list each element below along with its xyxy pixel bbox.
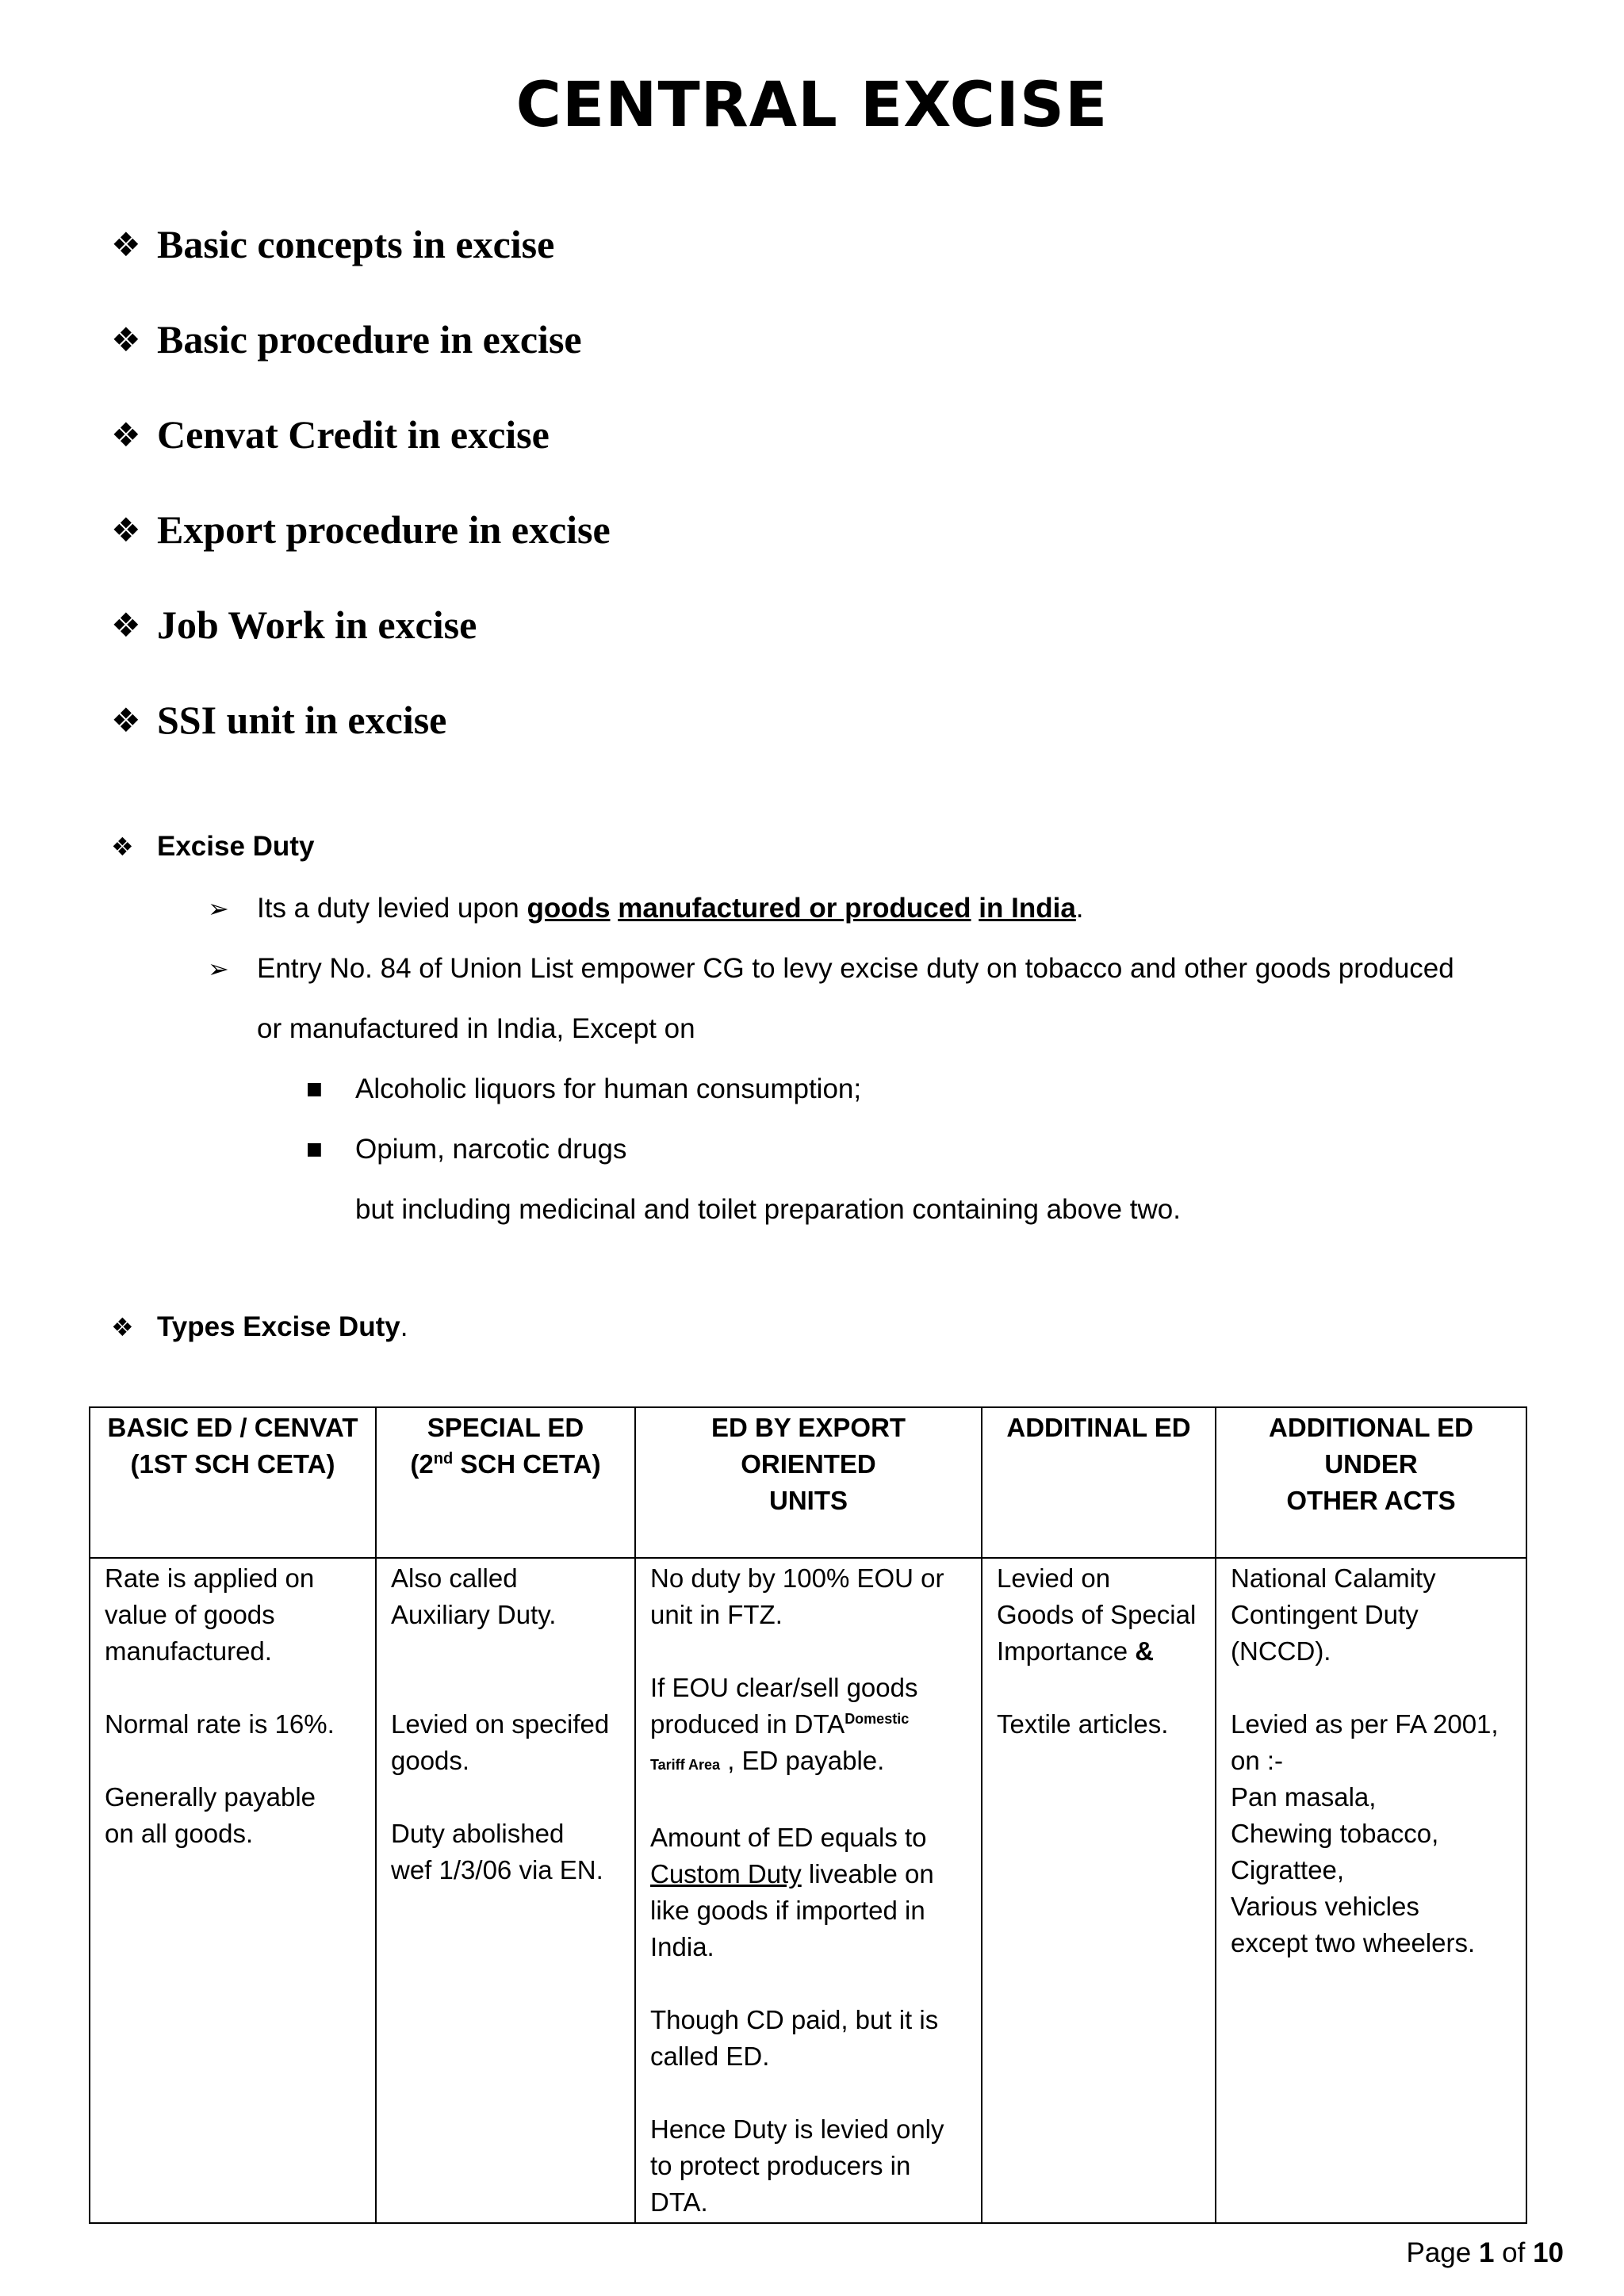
topic-item bbox=[111, 292, 611, 387]
excise-point-1 bbox=[208, 891, 1084, 926]
page-title: CENTRAL EXCISE bbox=[515, 70, 1109, 141]
exception-text: Alcoholic liquors for human consumption; bbox=[355, 1073, 862, 1104]
topic-label: Job Work in excise bbox=[157, 603, 477, 647]
exception-note: but including medicinal and toilet preparation containing above two. bbox=[355, 1194, 1181, 1225]
point2-line2: or manufactured in India, Except on bbox=[257, 1013, 695, 1044]
table-header-row bbox=[90, 1407, 1526, 1558]
types-heading-text: Types Excise Duty bbox=[157, 1311, 400, 1342]
topic-item bbox=[111, 482, 611, 577]
diamond-bullet-icon: ❖ bbox=[111, 1312, 134, 1342]
topic-label: Export procedure in excise bbox=[157, 507, 611, 552]
topic-label: SSI unit in excise bbox=[157, 698, 447, 742]
cell-eou-ed: No duty by 100% EOU or unit in FTZ. If EOU clear/sell goods produced in $DTA^{Domestic}$ Tariff Area , ED payable. Amount of ED equals to Custom Duty liveable on like goods if imported in India. Though CD paid, but it is called ED. Hence Duty is levied only to protect producers in DTA. bbox=[635, 1558, 982, 2223]
header-basic-ed: BASIC ED / CENVAT (1ST SCH CETA) bbox=[90, 1407, 376, 1558]
cell-special-ed: Also called Auxiliary Duty. Levied on specifed goods. Duty abolished wef 1/3/06 via EN. bbox=[376, 1558, 635, 2223]
diamond-bullet-icon: ❖ bbox=[111, 320, 141, 359]
topic-item bbox=[111, 387, 611, 482]
header-special-ed: SPECIAL ED (2nd SCH CETA) bbox=[376, 1407, 635, 1558]
topic-item bbox=[111, 197, 611, 292]
excise-types-table bbox=[89, 1406, 1527, 2224]
header-additional-ed: ADDITINAL ED bbox=[982, 1407, 1216, 1558]
topic-item bbox=[111, 672, 611, 767]
topic-list bbox=[111, 197, 611, 767]
point1-goods: goods bbox=[527, 893, 611, 924]
topic-item bbox=[111, 577, 611, 672]
point1-in-india: in India bbox=[979, 893, 1076, 924]
arrow-bullet-icon: ➢ bbox=[208, 894, 229, 924]
page-number: Page 1 of 10 bbox=[1406, 2237, 1564, 2268]
cell-additional-ed: Levied on Goods of Special Importance & Textile articles. bbox=[982, 1558, 1216, 2223]
point2-line1: Entry No. 84 of Union List empower CG to levy excise duty on tobacco and other goods produced bbox=[257, 953, 1454, 984]
exception-item bbox=[306, 1132, 626, 1167]
diamond-bullet-icon: ❖ bbox=[111, 700, 141, 740]
diamond-bullet-icon: ❖ bbox=[111, 605, 141, 645]
topic-label: Basic concepts in excise bbox=[157, 222, 555, 266]
table-row bbox=[90, 1558, 1526, 2223]
arrow-bullet-icon: ➢ bbox=[208, 954, 229, 984]
cell-basic-ed: Rate is applied on value of goods manufactured. Normal rate is 16%. Generally payable on all goods. bbox=[90, 1558, 376, 2223]
types-heading: ❖ Types Excise Duty . bbox=[111, 1311, 408, 1342]
cell-additional-ed-other-acts: National Calamity Contingent Duty (NCCD). Levied as per FA 2001, on :- Pan masala, Chewing tobacco, Cigrattee, Various vehicles except two wheelers. bbox=[1216, 1558, 1526, 2223]
excise-duty-heading bbox=[111, 831, 314, 863]
diamond-bullet-icon: ❖ bbox=[111, 510, 141, 549]
square-bullet-icon: ■ bbox=[306, 1139, 323, 1159]
point1-prefix: Its a duty levied upon bbox=[257, 893, 527, 924]
header-eou-ed: ED BY EXPORT ORIENTED UNITS bbox=[635, 1407, 982, 1558]
diamond-bullet-icon: ❖ bbox=[111, 832, 134, 862]
square-bullet-icon: ■ bbox=[306, 1079, 323, 1099]
topic-label: Cenvat Credit in excise bbox=[157, 412, 550, 457]
point1-manufactured: manufactured or produced bbox=[618, 893, 971, 924]
exception-item bbox=[306, 1072, 861, 1107]
diamond-bullet-icon: ❖ bbox=[111, 415, 141, 454]
point1-suffix: . bbox=[1075, 893, 1084, 924]
header-additional-ed-other-acts: ADDITIONAL ED UNDER OTHER ACTS bbox=[1216, 1407, 1526, 1558]
topic-label: Basic procedure in excise bbox=[157, 317, 582, 362]
excise-point-2 bbox=[208, 951, 1454, 986]
exception-text: Opium, narcotic drugs bbox=[355, 1134, 627, 1165]
diamond-bullet-icon: ❖ bbox=[111, 224, 141, 264]
excise-duty-heading-text: Excise Duty bbox=[157, 831, 315, 862]
